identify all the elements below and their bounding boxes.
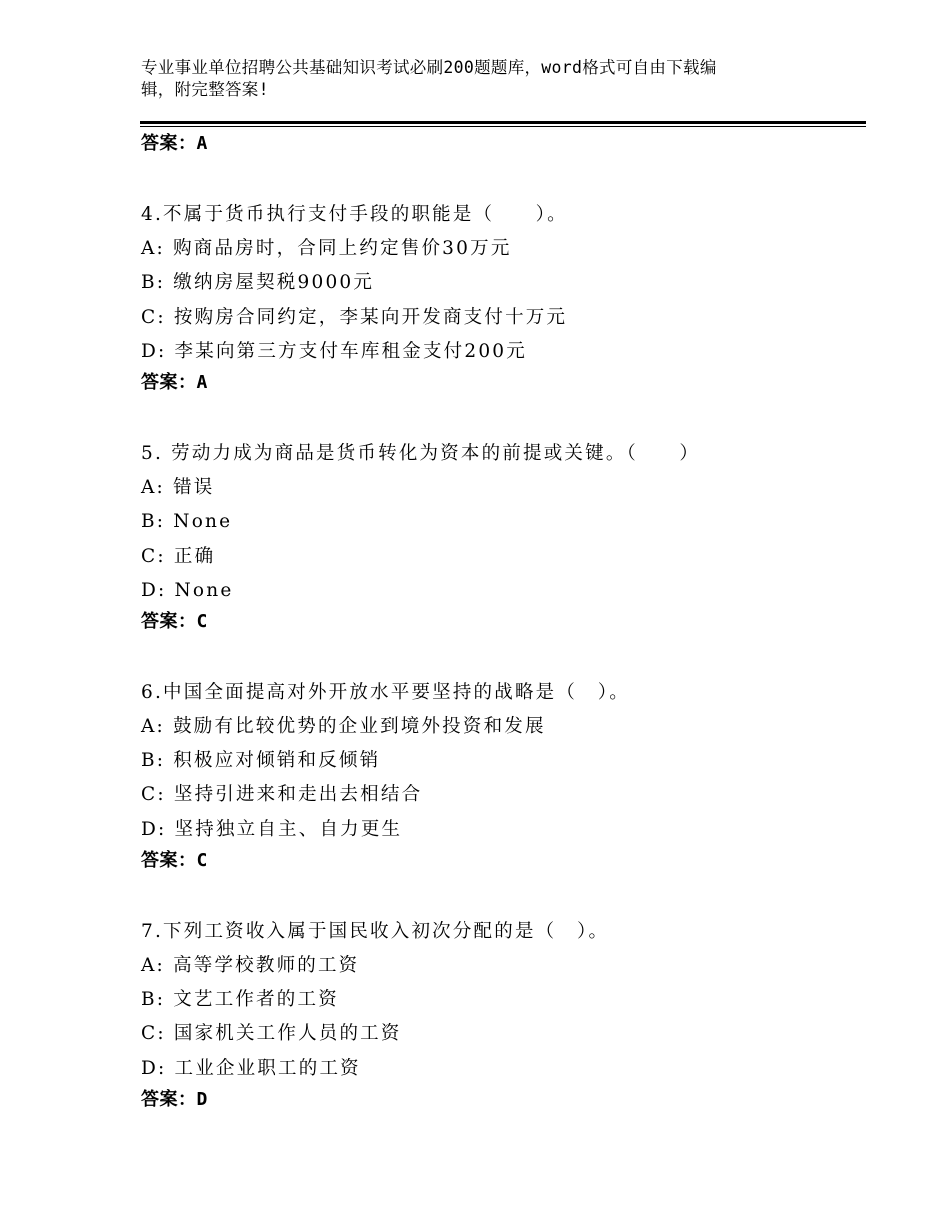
question-list bbox=[141, 130, 841, 1120]
option-a: A: 购商品房时，合同上约定售价30万元 bbox=[141, 238, 512, 260]
option-d: D: 坚持独立自主、自力更生 bbox=[141, 818, 403, 840]
question-stem: 4.不属于货币执行支付手段的职能是（ ）。 bbox=[141, 204, 568, 225]
option-c: C: 国家机关工作人员的工资 bbox=[141, 1023, 402, 1045]
question-7 bbox=[141, 915, 841, 1120]
question-stem: 7.下列工资收入属于国民收入初次分配的是（ ）。 bbox=[141, 920, 610, 942]
answer-line: 答案：A bbox=[141, 371, 208, 393]
question-5 bbox=[141, 437, 841, 642]
answer-line: 答案：C bbox=[141, 610, 208, 632]
question-stem: 6.中国全面提高对外开放水平要坚持的战略是（ ）。 bbox=[141, 681, 630, 703]
question-4 bbox=[141, 198, 841, 403]
header-line-2: 辑，附完整答案! bbox=[141, 80, 269, 99]
document-header bbox=[141, 57, 801, 101]
option-b: B: 缴纳房屋契税9000元 bbox=[141, 272, 375, 294]
option-a: A: 错误 bbox=[141, 477, 215, 499]
question-6 bbox=[141, 676, 841, 881]
option-b: B: 积极应对倾销和反倾销 bbox=[141, 750, 381, 772]
option-b: B: None bbox=[141, 511, 233, 533]
option-d: D: 工业企业职工的工资 bbox=[141, 1057, 361, 1079]
option-c: C: 坚持引进来和走出去相结合 bbox=[141, 784, 423, 806]
answer-line: 答案：D bbox=[141, 1088, 208, 1110]
option-a: A: 高等学校教师的工资 bbox=[141, 955, 360, 976]
question-stem: 5. 劳动力成为商品是货币转化为资本的前提或关键。（ ） bbox=[141, 442, 701, 464]
option-d: D: None bbox=[141, 579, 234, 601]
answer-line: 答案：A bbox=[141, 133, 208, 154]
header-rule-thin bbox=[140, 126, 866, 127]
answer-line: 答案：C bbox=[141, 849, 208, 871]
header-rule-thick bbox=[140, 121, 866, 124]
option-c: C: 按购房合同约定，李某向开发商支付十万元 bbox=[141, 306, 568, 328]
option-b: B: 文艺工作者的工资 bbox=[141, 989, 339, 1011]
option-d: D: 李某向第三方支付车库租金支付200元 bbox=[141, 340, 527, 362]
option-a: A: 鼓励有比较优势的企业到境外投资和发展 bbox=[141, 716, 546, 738]
header-line-1: 专业事业单位招聘公共基础知识考试必刷200题题库，word格式可自由下载编 bbox=[141, 58, 717, 77]
option-c: C: 正确 bbox=[141, 545, 216, 567]
